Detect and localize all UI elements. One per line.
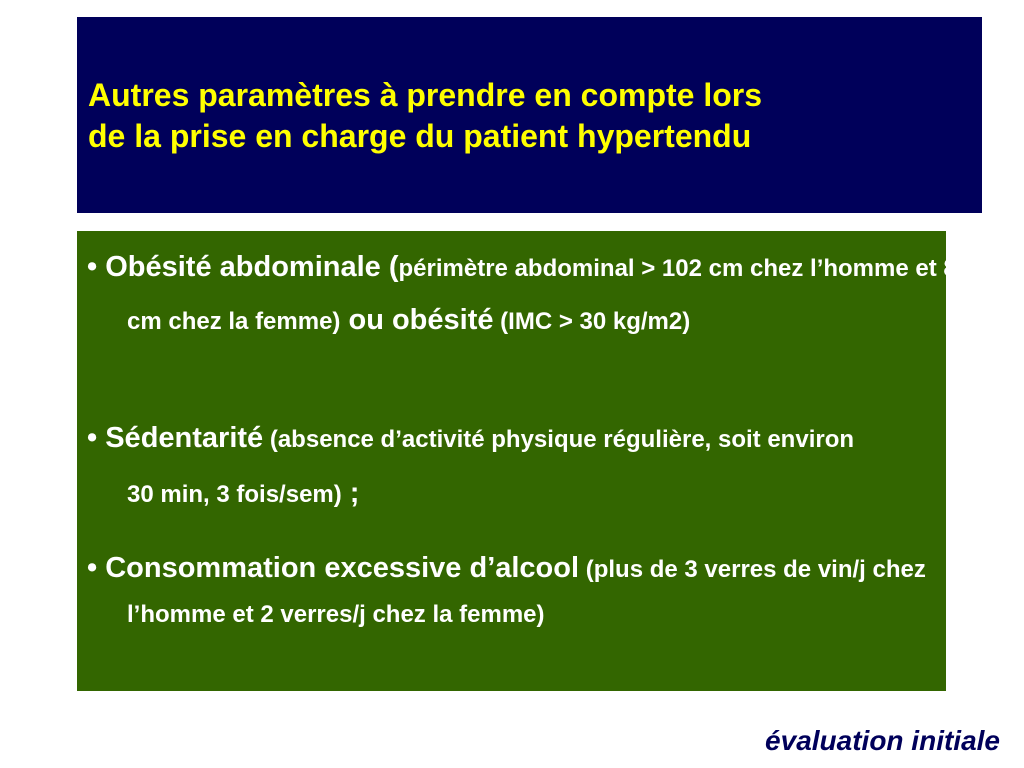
bullet-alcohol: [87, 547, 977, 639]
bullet-main-text: Sédentarité: [105, 422, 264, 454]
bullet-main-text: Consommation excessive d’alcool: [105, 552, 580, 584]
bullet-marker: •: [87, 422, 106, 454]
bullet-connector-text: ou obésité: [340, 304, 494, 336]
slide-title: Autres paramètres à prendre en compte lors de la prise en charge du patient hypertendu: [88, 77, 763, 154]
bullet-connector-text: ;: [341, 477, 360, 509]
footer-label: évaluation initiale: [765, 725, 1000, 756]
bullet-main-text: Obésité abdominale (: [105, 251, 399, 283]
bullet-abdominal-obesity: [87, 243, 977, 349]
bullet-detail-text: périmètre abdominal > 102 cm chez l’homme et 88 cm chez la femme): [127, 255, 971, 335]
title-banner: [77, 17, 982, 213]
bullet-detail-text: (plus de 3 verres de vin/j chez l’homme et 2 verres/j chez la femme): [127, 556, 926, 628]
bullet-marker: •: [87, 552, 106, 584]
bullet-extra-text: (IMC > 30 kg/m2): [493, 308, 691, 335]
bullet-detail-text: (absence d’activité physique régulière, soit environ 30 min, 3 fois/sem): [127, 426, 855, 508]
content-panel: [77, 231, 971, 691]
bullet-marker: •: [87, 251, 106, 283]
bullet-sedentarity: [87, 413, 877, 523]
